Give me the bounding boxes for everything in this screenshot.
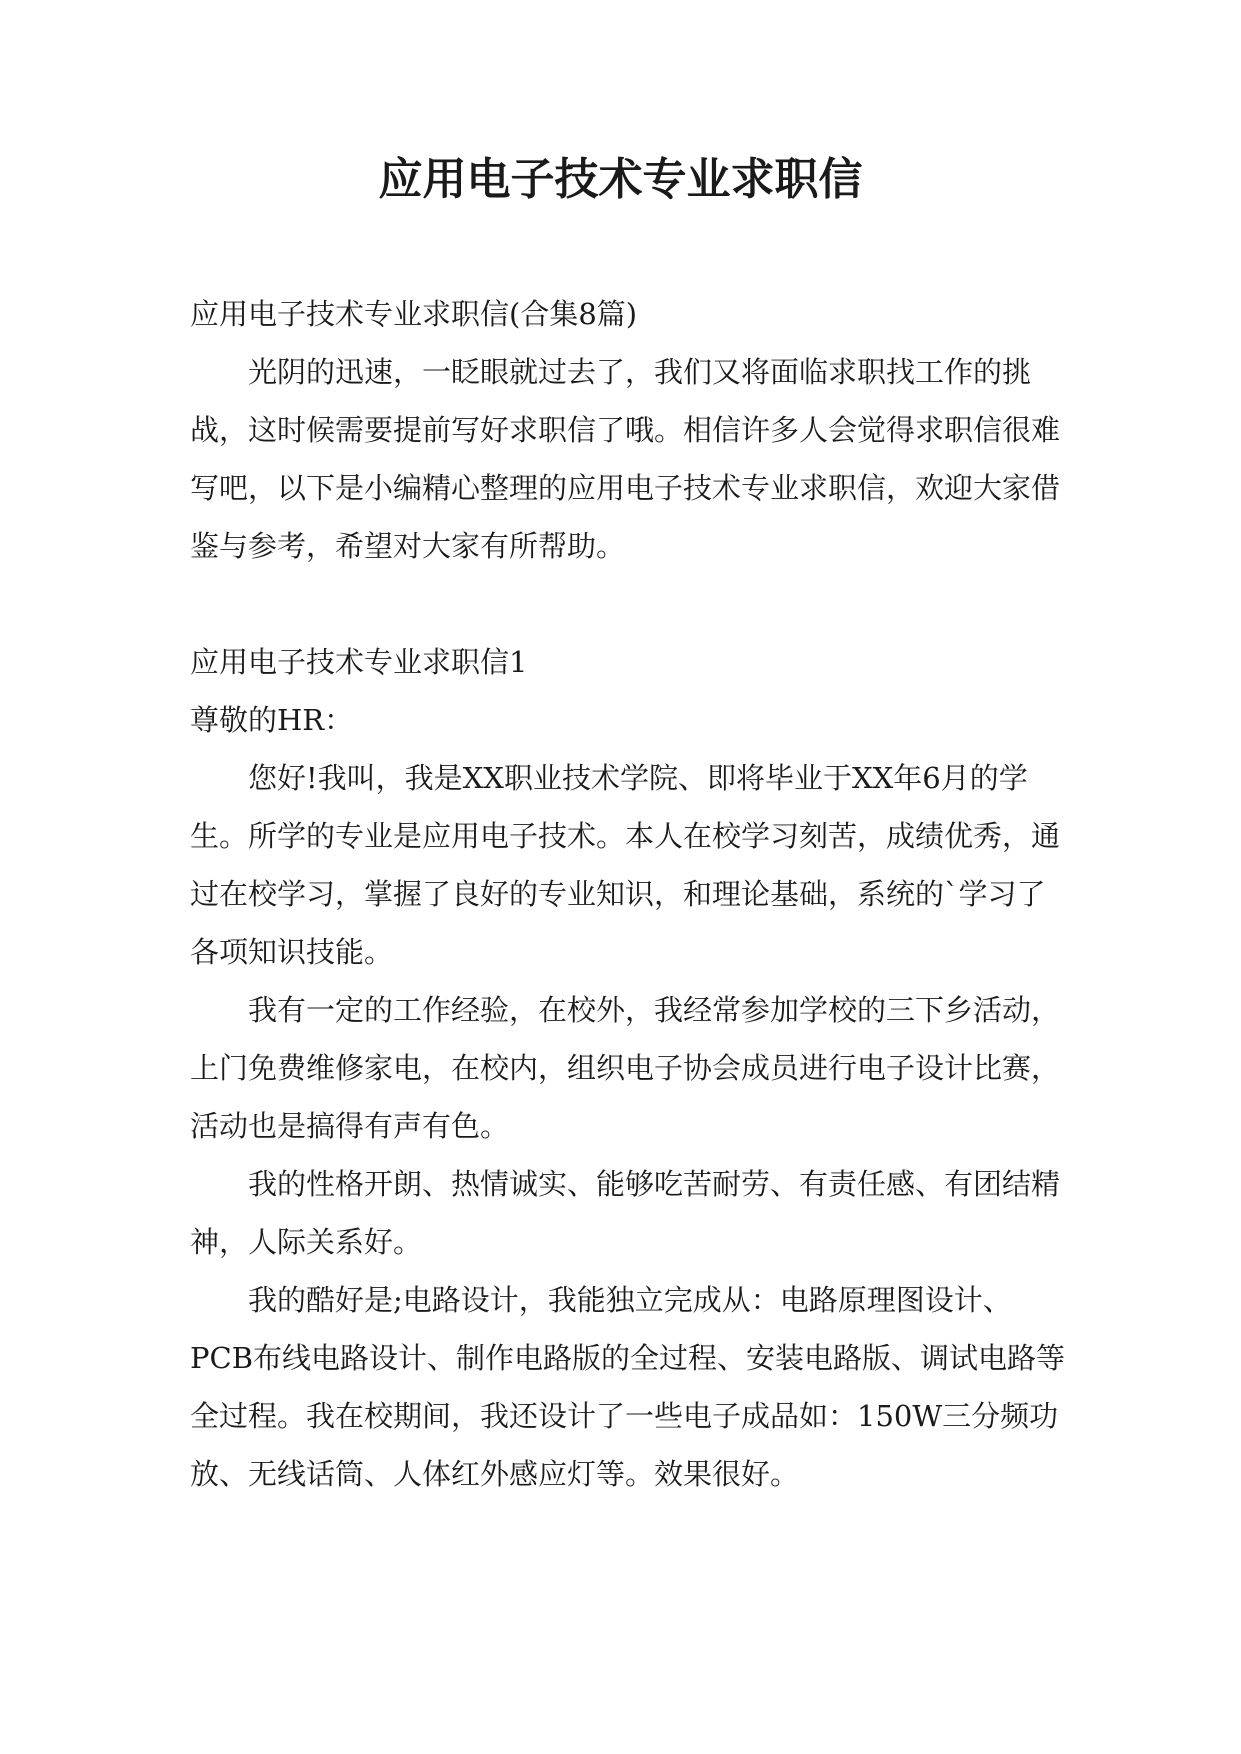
salutation: 尊敬的HR： <box>190 703 354 737</box>
letter-paragraph: 我的性格开朗、热情诚实、能够吃苦耐劳、有责任感、有团结精神，人际关系好。 <box>190 1167 1061 1259</box>
section-spacer <box>190 575 1070 633</box>
letter-paragraph: 我有一定的工作经验，在校外，我经常参加学校的三下乡活动，上门免费维修家电，在校内，组织电子协会成员进行电子设计比赛，活动也是搞得有声有色。 <box>190 993 1061 1143</box>
letter-paragraph: 我的酷好是;电路设计，我能独立完成从：电路原理图设计、PCB布线电路设计、制作电路版的全过程、安装电路版、调试电路等全过程。我在校期间，我还设计了一些电子成品如：150W三分频功放、无线话筒、人体红外感应灯等。效果很好。 <box>190 1283 1066 1491</box>
document-title: 应用电子技术专业求职信 <box>378 154 863 205</box>
intro-paragraph: 光阴的迅速，一眨眼就过去了，我们又将面临求职找工作的挑战，这时候需要提前写好求职信了哦。相信许多人会觉得求职信很难写吧，以下是小编精心整理的应用电子技术专业求职信，欢迎大家借鉴与参考，希望对大家有所帮助。 <box>190 355 1061 563</box>
letter-paragraph: 您好!我叫，我是XX职业技术学院、即将毕业于XX年6月的学生。所学的专业是应用电子技术。本人在校学习刻苦，成绩优秀，通过在校学习，掌握了良好的专业知识，和理论基础，系统的`学习了各项知识技能。 <box>190 761 1061 969</box>
document-body <box>190 285 1070 1503</box>
collection-line: 应用电子技术专业求职信(合集8篇) <box>190 297 638 331</box>
letter-heading: 应用电子技术专业求职信1 <box>190 645 528 679</box>
